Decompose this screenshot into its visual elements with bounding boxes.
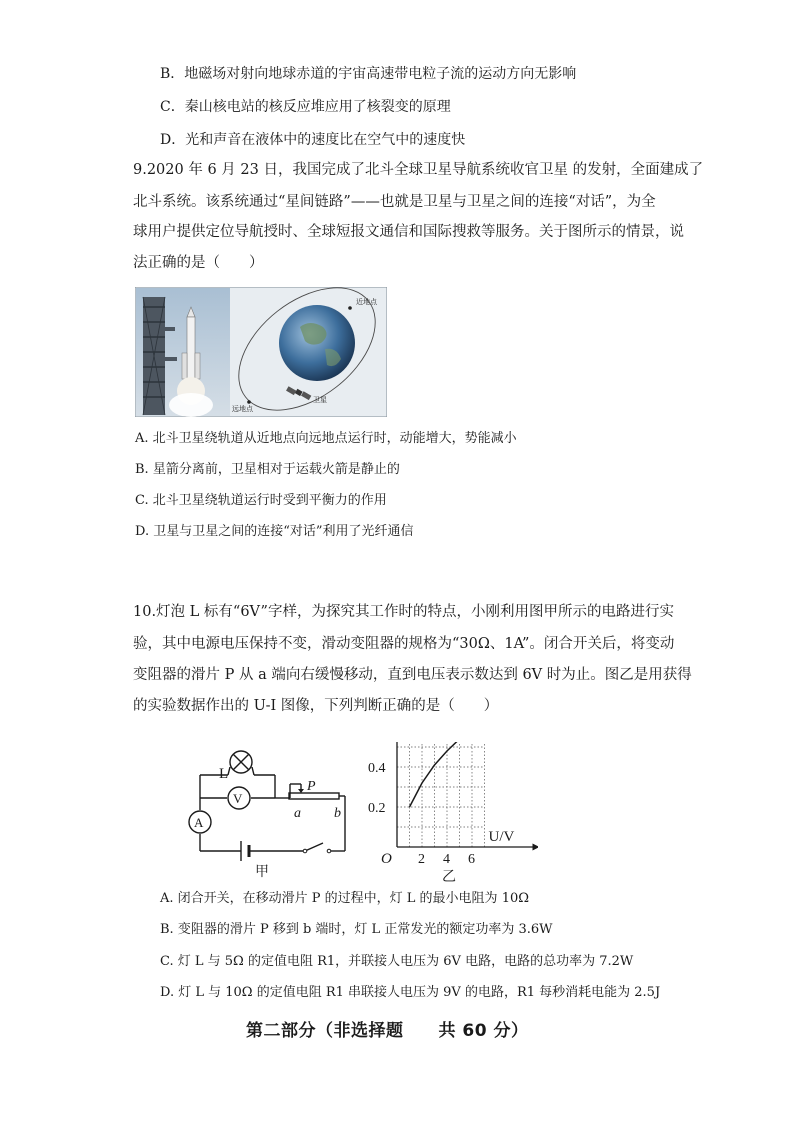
q8-option-c: C．秦山核电站的核反应堆应用了核裂变的原理 [160, 99, 451, 115]
perigee-label: 近地点 [356, 298, 377, 306]
ui-chart [368, 742, 538, 882]
lamp-label: L [219, 766, 229, 782]
end-b-label: b [334, 806, 341, 821]
chart-caption: 乙 [442, 870, 456, 882]
q9-option-d: D. 卫星与卫星之间的连接“对话”利用了光纤通信 [135, 524, 414, 539]
y-tick-label: 0.2 [368, 801, 386, 816]
q8-option-b: B．地磁场对射向地球赤道的宇宙高速带电粒子流的运动方向无影响 [160, 66, 577, 82]
q10-stem-line-1: 10.灯泡 L 标有“6V”字样，为探究其工作时的特点，小刚利用图甲所示的电路进行实 [133, 604, 674, 620]
q9-option-c: C. 北斗卫星绕轨道运行时受到平衡力的作用 [135, 493, 387, 508]
q10-option-b: B. 变阻器的滑片 P 移到 b 端时，灯 L 正常发光的额定功率为 3.6W [160, 922, 553, 937]
q10-option-c: C. 灯 L 与 5Ω 的定值电阻 R1，并联接人电压为 6V 电路，电路的总功率为 7.2W [160, 954, 634, 969]
end-a-label: a [294, 806, 301, 821]
section-title: 第二部分（非选择题 共 60 分） [246, 1021, 529, 1041]
battery-icon [241, 841, 249, 861]
q10-stem-line-4: 的实验数据作出的 U-I 图像，下列判断正确的是（ ） [133, 698, 499, 714]
x-tick-label: 6 [468, 852, 475, 867]
q10-option-d: D. 灯 L 与 10Ω 的定值电阻 R1 串联接人电压为 9V 的电路，R1 每秒消耗电能为 2.5J [160, 985, 661, 1000]
q9-option-a: A. 北斗卫星绕轨道从近地点向远地点运行时，动能增大，势能减小 [135, 431, 517, 446]
x-tick-label: 2 [418, 852, 425, 867]
satellite-label: 卫星 [313, 396, 327, 404]
q9-stem-line-3: 球用户提供定位导航授时、全球短报文通信和国际搜救等服务。关于图所示的情景，说 [133, 224, 684, 240]
q9-stem-line-2: 北斗系统。该系统通过“星间链路”——也就是卫星与卫星之间的连接“对话”，为全 [133, 194, 656, 210]
apogee-label: 远地点 [232, 405, 253, 413]
ammeter-label: A [194, 815, 204, 830]
q10-stem-line-3: 变阻器的滑片 P 从 a 端向右缓慢移动，直到电压表示数达到 6V 时为止。图乙是用获得 [133, 667, 692, 683]
circuit-diagram [183, 740, 363, 880]
q10-option-a: A. 闭合开关，在移动滑片 P 的过程中，灯 L 的最小电阻为 10Ω [160, 891, 530, 906]
x-tick-label: 4 [443, 852, 450, 867]
circuit-caption: 甲 [255, 865, 269, 880]
chart-series-line [410, 742, 473, 807]
lamp-icon [228, 751, 254, 775]
origin-label: O [381, 851, 392, 867]
y-tick-label: 0.4 [368, 761, 386, 776]
q9-figure [135, 287, 387, 417]
q8-option-d: D．光和声音在液体中的速度比在空气中的速度快 [160, 132, 466, 148]
x-axis-label: U/V [488, 829, 515, 845]
q9-stem-line-1: 9.2020 年 6 月 23 日，我国完成了北斗全球卫星导航系统收官卫星 的发射，全面建成了 [133, 162, 704, 178]
voltmeter-label: V [233, 791, 243, 806]
x-axis-arrow [533, 844, 539, 851]
q9-stem-line-4: 法正确的是（ ） [133, 255, 264, 271]
q9-option-b: B. 星箭分离前，卫星相对于运载火箭是静止的 [135, 462, 400, 477]
q10-stem-line-2: 验，其中电源电压保持不变，滑动变阻器的规格为“30Ω、1A”。闭合开关后，将变动 [133, 636, 675, 652]
slider-label: P [307, 779, 316, 794]
